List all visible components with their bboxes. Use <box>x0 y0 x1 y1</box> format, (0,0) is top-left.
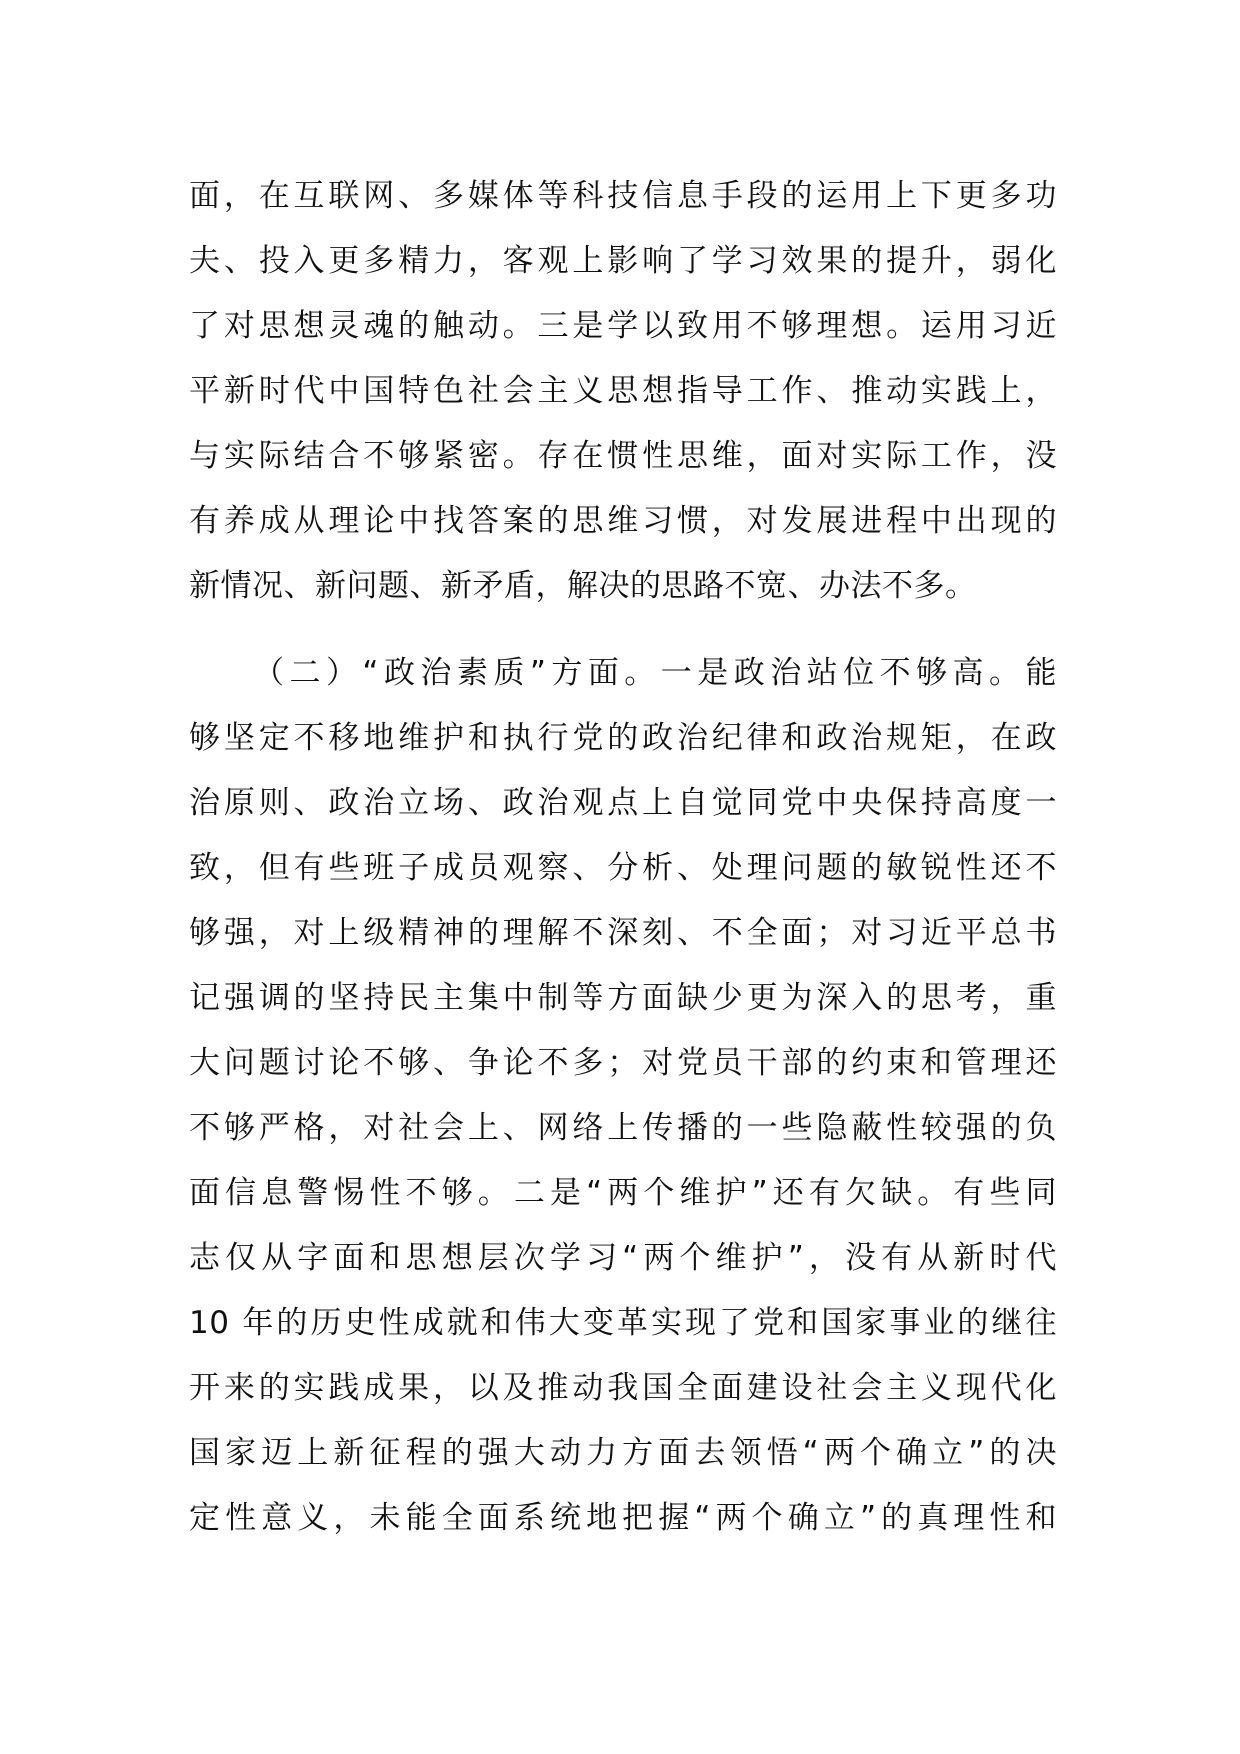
paragraph-line: 开来的实践成果，以及推动我国全面建设社会主义现代化 <box>189 1370 1057 1406</box>
paragraph-line: 10 年的历史性成就和伟大变革实现了党和国家事业的继往 <box>189 1305 1057 1341</box>
paragraph-line: 记强调的坚持民主集中制等方面缺少更为深入的思考，重 <box>189 980 1057 1016</box>
paragraph-2 <box>189 641 1057 1551</box>
paragraph-line: 治原则、政治立场、政治观点上自觉同党中央保持高度一 <box>189 785 1057 821</box>
paragraph-line: 面，在互联网、多媒体等科技信息手段的运用上下更多功 <box>189 178 1057 214</box>
paragraph-line: 志仅从字面和思想层次学习“两个维护”，没有从新时代 <box>189 1240 1057 1276</box>
paragraph-line: 面信息警惕性不够。二是“两个维护”还有欠缺。有些同 <box>189 1175 1057 1211</box>
paragraph-line: 平新时代中国特色社会主义思想指导工作、推动实践上， <box>189 373 1057 409</box>
paragraph-line: 与实际结合不够紧密。存在惯性思维，面对实际工作，没 <box>189 438 1057 474</box>
paragraph-line: 大问题讨论不够、争论不多；对党员干部的约束和管理还 <box>189 1045 1057 1081</box>
paragraph-line: 定性意义，未能全面系统地把握“两个确立”的真理性和 <box>189 1500 1057 1536</box>
paragraph-line: 夫、投入更多精力，客观上影响了学习效果的提升，弱化 <box>189 243 1057 279</box>
paragraph-line: （二）“政治素质”方面。一是政治站位不够高。能 <box>253 655 1057 691</box>
paragraph-line: 国家迈上新征程的强大动力方面去领悟“两个确立”的决 <box>189 1435 1057 1471</box>
paragraph-line: 致，但有些班子成员观察、分析、处理问题的敏锐性还不 <box>189 850 1057 886</box>
paragraph-line: 新情况、新问题、新矛盾，解决的思路不宽、办法不多。 <box>189 568 977 604</box>
paragraph-1 <box>189 164 1057 619</box>
paragraph-line: 够强，对上级精神的理解不深刻、不全面；对习近平总书 <box>189 915 1057 951</box>
paragraph-line: 不够严格，对社会上、网络上传播的一些隐蔽性较强的负 <box>189 1110 1057 1146</box>
paragraph-line: 够坚定不移地维护和执行党的政治纪律和政治规矩，在政 <box>189 720 1057 756</box>
paragraph-line: 了对思想灵魂的触动。三是学以致用不够理想。运用习近 <box>189 308 1057 344</box>
paragraph-line: 有养成从理论中找答案的思维习惯，对发展进程中出现的 <box>189 503 1057 539</box>
